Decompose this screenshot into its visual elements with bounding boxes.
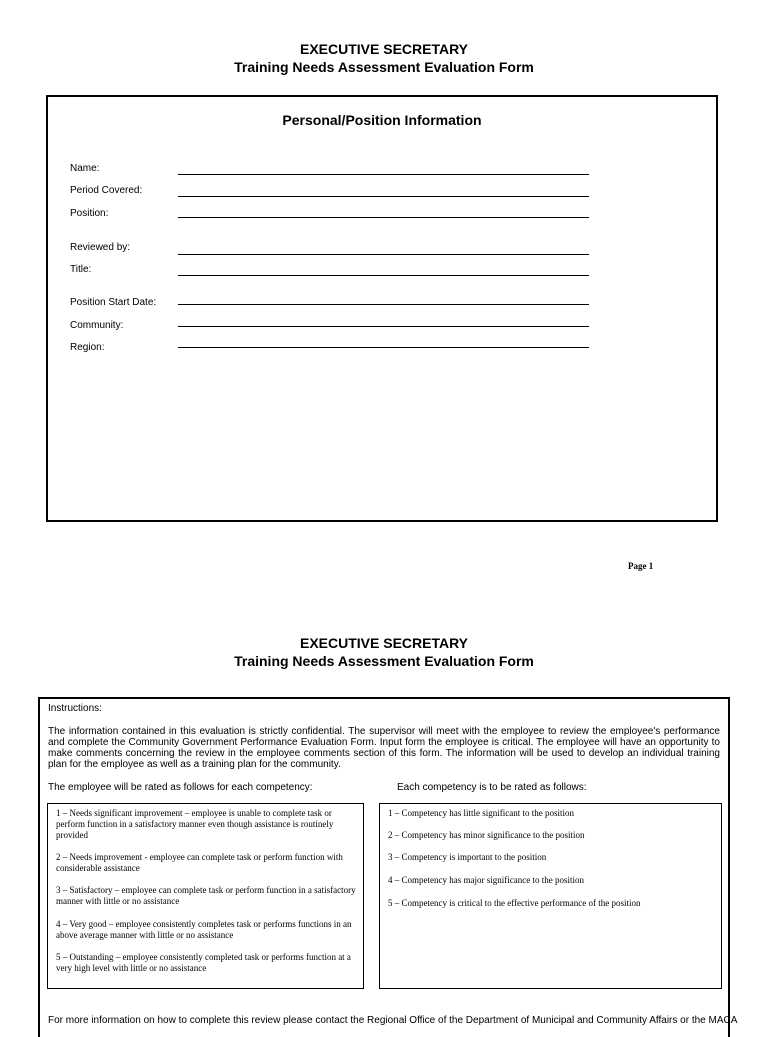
employee-scale-item: 1 – Needs significant improvement – employee is unable to complete task or perform function in a satisfactory manner even though assistance is routinely provided <box>56 808 334 840</box>
page-number: Page 1 <box>628 561 654 571</box>
competency-scale-item: 1 – Competency has little significant to the position <box>388 808 574 818</box>
reviewed-by-label: Reviewed by: <box>70 242 131 253</box>
community-label: Community: <box>70 320 124 331</box>
title-label: Title: <box>70 264 92 275</box>
position-start-date-label: Position Start Date: <box>70 297 157 308</box>
employee-rating-scale <box>47 803 364 989</box>
instructions-heading: Instructions: <box>48 703 102 714</box>
position-label: Position: <box>70 208 109 219</box>
page2-title: EXECUTIVE SECRETARY <box>299 635 469 651</box>
personal-info-box <box>46 95 718 522</box>
page1-header <box>0 41 768 77</box>
page1-subtitle: Training Needs Assessment Evaluation Form <box>234 59 534 75</box>
employee-scale-item: 3 – Satisfactory – employee can complete task or perform function in a satisfactory manner with little or no assistance <box>56 885 356 906</box>
instructions-box <box>38 697 738 1037</box>
name-label: Name: <box>70 163 100 174</box>
contact-info-text: For more information on how to complete this review please contact the Regional Office of the Department of Municipal and Community Affairs or the MACA <box>48 1015 738 1026</box>
reviewed-by-field[interactable] <box>178 254 589 255</box>
name-field[interactable] <box>178 174 589 175</box>
region-field[interactable] <box>178 347 589 348</box>
instructions-body: The information contained in this evaluation is strictly confidential. The supervisor will meet with the employee to review the employee's performance and complete the Community Government Performance Evaluation Form. Input form the employee is critical. The employee will have an opportunity to make comments concerning the review in the employee comments section of this form. The information will be used to develop an individual training plan for the employee as well as a training plan for the community. <box>48 726 720 770</box>
personal-info-title: Personal/Position Information <box>282 112 482 128</box>
community-field[interactable] <box>178 326 589 327</box>
employee-scale-item: 2 – Needs improvement - employee can complete task or perform function with considerable assistance <box>56 852 343 873</box>
page1-title: EXECUTIVE SECRETARY <box>299 41 469 57</box>
page2-subtitle: Training Needs Assessment Evaluation Form <box>234 653 534 669</box>
position-field[interactable] <box>178 217 589 218</box>
competency-rating-scale <box>379 803 722 989</box>
employee-rating-label: The employee will be rated as follows for each competency: <box>48 782 313 793</box>
employee-scale-item: 5 – Outstanding – employee consistently completed task or performs function at a very high level with little or no assistance <box>56 952 351 973</box>
title-field[interactable] <box>178 275 589 276</box>
competency-scale-item: 4 – Competency has major significance to the position <box>388 875 584 885</box>
position-start-date-field[interactable] <box>178 304 589 305</box>
region-label: Region: <box>70 342 105 353</box>
period-covered-label: Period Covered: <box>70 185 143 196</box>
competency-scale-item: 3 – Competency is important to the position <box>388 852 547 862</box>
competency-rating-label: Each competency is to be rated as follows: <box>397 782 587 793</box>
period-covered-field[interactable] <box>178 196 589 197</box>
competency-scale-item: 5 – Competency is critical to the effective performance of the position <box>388 898 641 908</box>
competency-scale-item: 2 – Competency has minor significance to the position <box>388 830 585 840</box>
employee-scale-item: 4 – Very good – employee consistently completes task or performs functions in an above average manner with little or no assistance <box>56 919 352 940</box>
page2-header <box>0 635 768 671</box>
